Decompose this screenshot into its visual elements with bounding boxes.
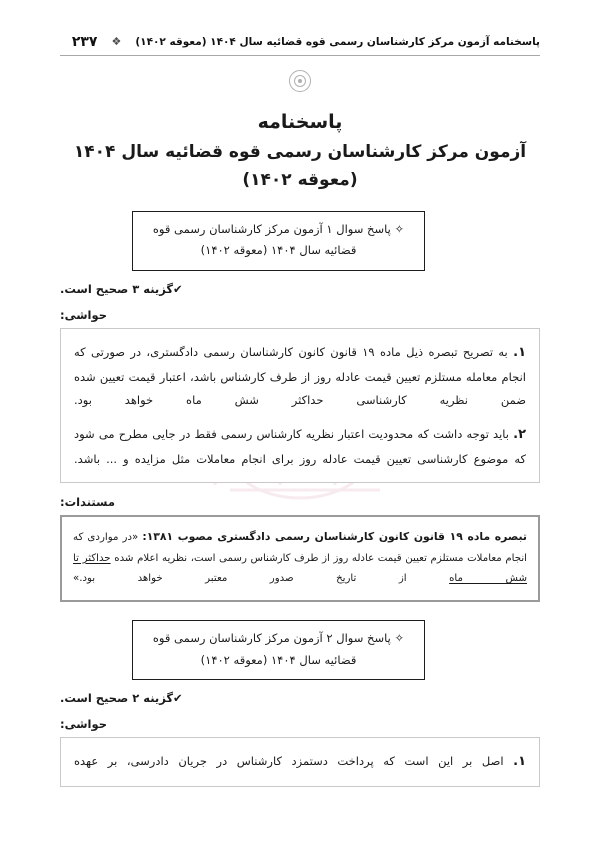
citation-body-underlined: حداکثر تا شش ماه bbox=[73, 552, 527, 585]
notes-label-2: حواشی: bbox=[60, 716, 107, 731]
citation-body-part2: از تاریخ صدور معتبر خواهد بود.» bbox=[73, 573, 450, 585]
citation-text bbox=[73, 526, 527, 591]
running-header bbox=[60, 0, 540, 50]
note-text: اصل بر این است که پرداخت دستمزد کارشناس در جریان دادرسی، بر عهده bbox=[74, 753, 504, 768]
note-item bbox=[74, 340, 526, 412]
notes-label-1: حواشی: bbox=[60, 307, 107, 322]
page-title bbox=[60, 108, 540, 193]
note-text: به تصریح تبصره ذیل ماده ۱۹ قانون کانون کارشناسان رسمی دادگستری، در صورتی که انجام معامله مستلزم تعیین قیمت عادله روز از طرف کارشناس باشد، اعتبار قیمت تعیین شده ضمن نظریه کارشناسی حداکثر شش ماه خواهد بود. bbox=[74, 344, 526, 407]
note-number: ۲. bbox=[513, 426, 527, 442]
note-text: باید توجه داشت که محدودیت اعتبار نظریه کارشناس رسمی فقط در جایی مطرح می شود که موضوع کارشناسی تعیین قیمت عادله روز برای انجام معاملات مثل مزایده و ... باشد. bbox=[74, 426, 526, 466]
question-header-text-2: ✧ پاسخ سوال ۲ آزمون مرکز کارشناسان رسمی قوه قضائیه سال ۱۴۰۴ (معوقه ۱۴۰۲) bbox=[152, 631, 405, 667]
concentric-target-icon bbox=[289, 70, 311, 92]
four-petal-ornament-icon: ❖ bbox=[111, 34, 122, 48]
citation-body-part1: «در مواردی که انجام معاملات مستلزم تعیین قیمت عادله روز از طرف کارشناس رسمی است، نظریه اعلام شده bbox=[73, 531, 527, 564]
question-header-text-1: ✧ پاسخ سوال ۱ آزمون مرکز کارشناسان رسمی قوه قضائیه سال ۱۴۰۴ (معوقه ۱۴۰۲) bbox=[152, 222, 405, 258]
answer-line-1: ✔گزینه ۳ صحیح است. bbox=[60, 281, 183, 296]
answer-line-2: ✔گزینه ۲ صحیح است. bbox=[60, 690, 183, 705]
page-number: ۲۳۷ bbox=[71, 34, 98, 50]
note-item bbox=[74, 422, 526, 471]
citation-box-1 bbox=[60, 515, 540, 603]
header-divider bbox=[60, 55, 540, 56]
citation-heading: تبصره ماده ۱۹ قانون کانون کارشناسان رسمی دادگستری مصوب ۱۳۸۱: bbox=[142, 529, 527, 543]
notes-box-1 bbox=[60, 328, 540, 483]
running-header-title: پاسخنامه آزمون مرکز کارشناسان رسمی قوه قضائیه سال ۱۴۰۴ (معوقه ۱۴۰۲) bbox=[135, 36, 540, 48]
note-number: ۱. bbox=[513, 344, 526, 360]
question-header-box-2 bbox=[132, 620, 425, 680]
page-title-line1: پاسخنامه bbox=[257, 111, 343, 133]
page-title-line2: آزمون مرکز کارشناسان رسمی قوه قضائیه سال ۱۴۰۴ bbox=[73, 142, 527, 163]
target-ornament-wrap bbox=[60, 70, 540, 92]
note-item bbox=[74, 749, 526, 775]
note-number: ۱. bbox=[513, 753, 526, 769]
sources-label-1: مستندات: bbox=[60, 494, 115, 509]
page-title-line3: (معوقه ۱۴۰۲) bbox=[242, 169, 358, 190]
question-header-box-1 bbox=[132, 211, 425, 271]
notes-box-2 bbox=[60, 737, 540, 787]
